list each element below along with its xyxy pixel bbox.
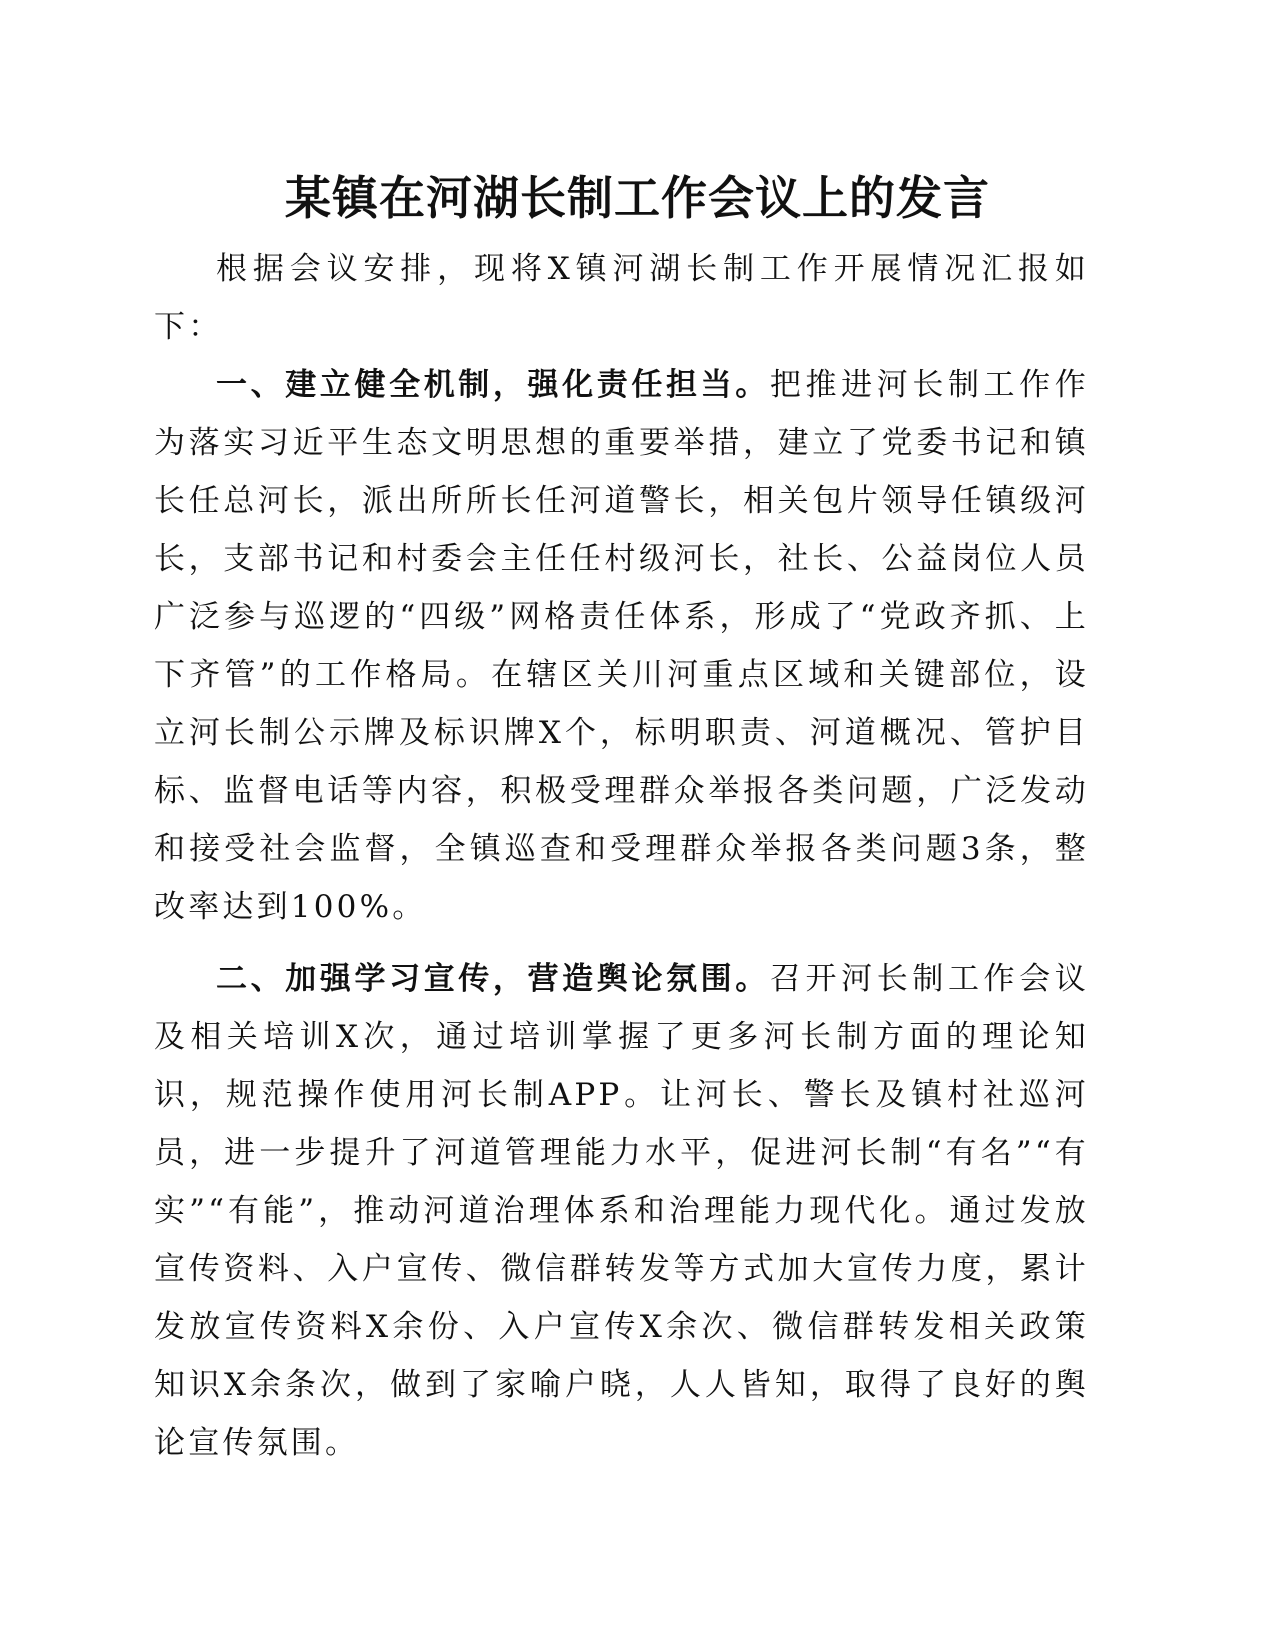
- section-2-body: 召开河长制工作会议及相关培训X次，通过培训掌握了更多河长制方面的理论知识，规范操作使用河长制APP。让河长、警长及镇村社巡河员，进一步提升了河道管理能力水平，促进河长制“有名”“有实”“有能”，推动河道治理体系和治理能力现代化。通过发放宣传资料、入户宣传、微信群转发等方式加大宣传力度，累计发放宣传资料X余份、入户宣传X余次、微信群转发相关政策知识X余条次，做到了家喻户晓，人人皆知，取得了良好的舆论宣传氛围。: [154, 961, 1089, 1461]
- section-1-body: 把推进河长制工作作为落实习近平生态文明思想的重要举措，建立了党委书记和镇长任总河长，派出所所长任河道警长，相关包片领导任镇级河长，支部书记和村委会主任任村级河长，社长、公益岗位人员广泛参与巡逻的“四级”网格责任体系，形成了“党政齐抓、上下齐管”的工作格局。在辖区关川河重点区域和关键部位，设立河长制公示牌及标识牌X个，标明职责、河道概况、管护目标、监督电话等内容，积极受理群众举报各类问题，广泛发动和接受社会监督，全镇巡查和受理群众举报各类问题3条，整改率达到100%。: [154, 367, 1089, 925]
- section-1-paragraph: [154, 356, 1089, 936]
- section-1-heading: 一、建立健全机制，强化责任担当。: [216, 367, 770, 403]
- document-title: 某镇在河湖长制工作会议上的发言: [285, 171, 990, 225]
- section-2-paragraph: [154, 950, 1089, 1472]
- document-body: [154, 240, 1089, 1472]
- section-2-heading: 二、加强学习宣传，营造舆论氛围。: [216, 961, 770, 997]
- intro-paragraph: 根据会议安排，现将X镇河湖长制工作开展情况汇报如下：: [154, 251, 1089, 345]
